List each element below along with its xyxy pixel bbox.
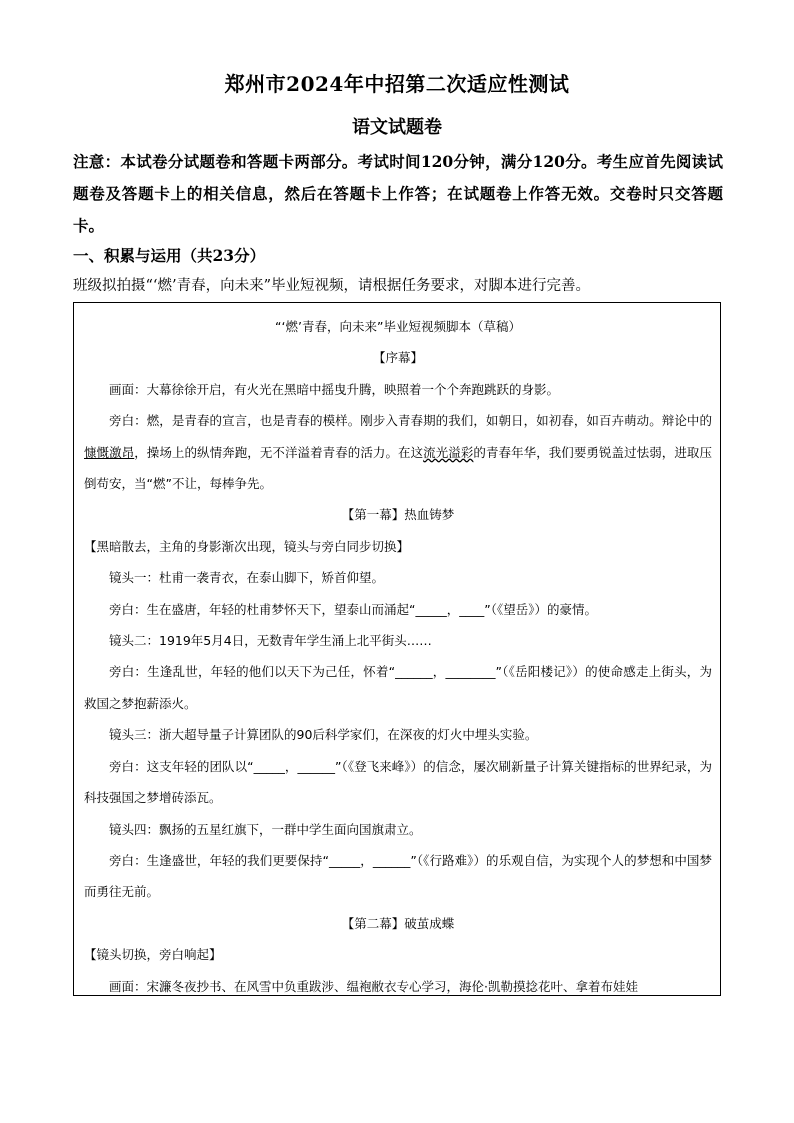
voiceover-4: 旁白：生逢盛世，年轻的我们更要保持“_____，______”（《行路难》）的乐观自信，为实现个人的梦想和中国梦而勇往无前。 xyxy=(84,852,712,900)
prologue-voice-part-b: ，操场上的纵情奔跑，无不洋溢着青春的活力。在这 xyxy=(134,444,424,460)
script-box xyxy=(73,302,721,996)
prologue-heading: 【序幕】 xyxy=(372,350,423,366)
act1-heading: 【第一幕】热血铸梦 xyxy=(341,507,455,523)
exam-title: 郑州市2024年中招第二次适应性测试 xyxy=(224,72,570,96)
prologue-voice-part-c: 的青春年华，我们要勇锐盖过怯弱，进取压倒苟安，当“燃”不让，每棒争先。 xyxy=(84,444,712,492)
act2-stage-note: 【镜头切换，旁白响起】 xyxy=(84,947,222,963)
shot-3: 镜头三：浙大超导量子计算团队的90后科学家们，在深夜的灯火中埋头实验。 xyxy=(109,727,538,743)
prologue-voice-part-a: 旁白：燃，是青春的宣言，也是青春的模样。刚步入青春期的我们，如朝日，如初春，如百卉萌动。辩论中的 xyxy=(109,413,712,429)
section-heading: 一、积累与运用（共23分） xyxy=(73,246,266,265)
voiceover-1: 旁白：生在盛唐，年轻的杜甫梦怀天下，望泰山而涌起“_____，____”（《望岳》）的豪情。 xyxy=(109,601,597,617)
underlined-word-1: 慷慨激昂 xyxy=(84,444,135,460)
act2-screen: 画面：宋濂冬夜抄书、在风雪中负重跋涉、缊袍敝衣专心学习，海伦·凯勒摸捻花叶、拿着布娃娃 xyxy=(109,978,638,994)
shot-1: 镜头一：杜甫一袭青衣，在泰山脚下，矫首仰望。 xyxy=(109,570,385,586)
script-content xyxy=(84,311,712,996)
section-intro: 班级拟拍摄“‘燃’青春，向未来”毕业短视频，请根据任务要求，对脚本进行完善。 xyxy=(73,278,591,294)
script-title: “‘燃’青春，向未来”毕业短视频脚本（草稿） xyxy=(275,319,521,334)
act1-stage-note: 【黑暗散去，主角的身影渐次出现，镜头与旁白同步切换】 xyxy=(84,538,410,554)
voiceover-2: 旁白：生逢乱世，年轻的他们以天下为己任，怀着“______，________”（《岳阳楼记》）的使命感走上街头，为救国之梦抱薪添火。 xyxy=(84,664,712,711)
exam-notice: 注意：本试卷分试题卷和答题卡两部分。考试时间120分钟，满分120分。考生应首先阅读试题卷及答题卡上的相关信息，然后在答题卡上作答；在试题卷上作答无效。交卷时只交答题卡。 xyxy=(73,152,723,235)
voiceover-3: 旁白：这支年轻的团队以“_____，______”（《登飞来峰》）的信念，屡次刷新量子计算关键指标的世界纪录，为科技强国之梦增砖添瓦。 xyxy=(84,758,712,806)
prologue-screen: 画面：大幕徐徐开启，有火光在黑暗中摇曳升腾，映照着一个个奔跑跳跃的身影。 xyxy=(109,381,560,397)
act2-heading: 【第二幕】破茧成蝶 xyxy=(341,915,455,931)
exam-subtitle: 语文试题卷 xyxy=(352,117,442,138)
shot-2: 镜头二：1919年5月4日，无数青年学生涌上北平街头…… xyxy=(109,633,432,649)
shot-4: 镜头四：飘扬的五星红旗下，一群中学生面向国旗肃立。 xyxy=(109,821,422,837)
underlined-word-2: 流光溢彩 xyxy=(423,444,474,460)
prologue-voiceover xyxy=(84,405,712,499)
